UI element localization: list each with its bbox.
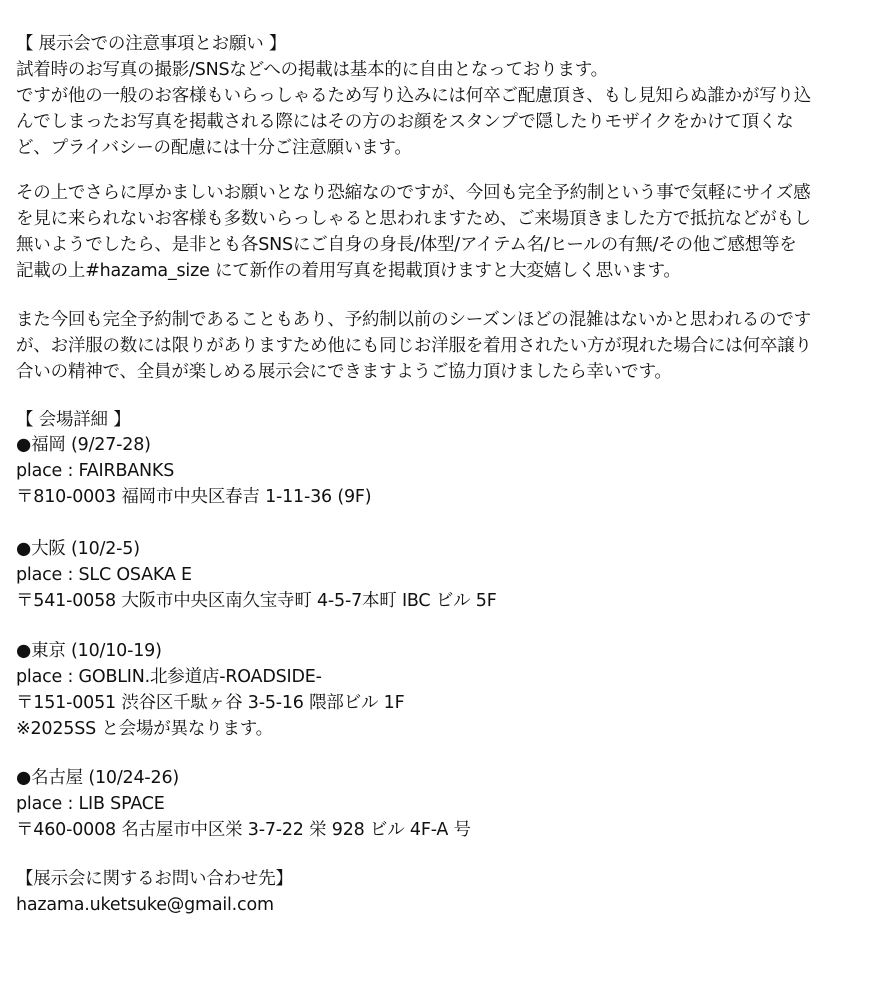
notes-p1-line-3: んでしまったお写真を掲載される際にはその方のお顔をスタンプで隠したりモザイクをかけて頂くな bbox=[16, 112, 794, 132]
notes-heading: 【 展示会での注意事項とお願い 】 bbox=[16, 34, 287, 54]
notes-p1-line-1: 試着時のお写真の撮影/SNSなどへの掲載は基本的に自由となっております。 bbox=[16, 60, 608, 80]
venue-nagoya bbox=[16, 765, 876, 843]
notes-p3-line-3: 合いの精神で、全員が楽しめる展示会にできますようご協力頂けましたら幸いです。 bbox=[16, 362, 672, 382]
notes-p3-line-2: が、お洋服の数には限りがありますため他にも同じお洋服を着用されたい方が現れた場合には何卒譲り bbox=[16, 336, 812, 356]
contact-heading: 【展示会に関するお問い合わせ先】 bbox=[16, 869, 293, 889]
notes-p3-line-1: また今回も完全予約制であることもあり、予約制以前のシーズンほどの混雑はないかと思われるのです bbox=[16, 310, 811, 330]
notes-p2-line-1: その上でさらに厚かましいお願いとなり恐縮なのですが、今回も完全予約制という事で気軽にサイズ感 bbox=[16, 183, 811, 203]
venue-place: place : FAIRBANKS bbox=[16, 461, 175, 481]
venue-place: place : SLC OSAKA E bbox=[16, 565, 192, 585]
venue-title: ●福岡 (9/27-28) bbox=[16, 435, 151, 455]
venue-osaka bbox=[16, 536, 876, 614]
venue-title: ●名古屋 (10/24-26) bbox=[16, 768, 180, 788]
notes-p2-line-4: 記載の上#hazama_size にて新作の着用写真を掲載頂けますと大変嬉しく思います。 bbox=[16, 261, 681, 281]
notes-section bbox=[16, 31, 876, 161]
notes-p1-line-4: ど、プライバシーの配慮には十分ご注意願います。 bbox=[16, 138, 412, 158]
notes-p1-line-2: ですが他の一般のお客様もいらっしゃるため写り込みには何卒ご配慮頂き、もし見知らぬ誰かが写り込 bbox=[16, 86, 812, 106]
venue-address: 〒151-0051 渋谷区千駄ヶ谷 3-5-16 隈部ビル 1F bbox=[16, 693, 405, 713]
venue-place: place : GOBLIN.北参道店-ROADSIDE- bbox=[16, 667, 322, 687]
venue-tokyo bbox=[16, 638, 876, 742]
notes-p2-line-3: 無いようでしたら、是非とも各SNSにご自身の身長/体型/アイテム名/ヒールの有無/その他ご感想等を bbox=[16, 235, 797, 255]
venue-place: place : LIB SPACE bbox=[16, 794, 165, 814]
venue-address: 〒810-0003 福岡市中央区春吉 1-11-36 (9F) bbox=[16, 487, 372, 507]
notes-paragraph-2 bbox=[16, 180, 876, 284]
notes-paragraph-3 bbox=[16, 307, 876, 385]
venue-note: ※2025SS と会場が異なります。 bbox=[16, 719, 273, 739]
venue-address: 〒460-0008 名古屋市中区栄 3-7-22 栄 928 ビル 4F-A 号 bbox=[16, 820, 471, 840]
venue-title: ●東京 (10/10-19) bbox=[16, 641, 162, 661]
venues-heading: 【 会場詳細 】 bbox=[16, 410, 131, 430]
notes-p2-line-2: を見に来られないお客様も多数いらっしゃると思われますため、ご来場頂きました方で抵抗などがもし bbox=[16, 209, 812, 229]
venue-title: ●大阪 (10/2-5) bbox=[16, 539, 140, 559]
venue-fukuoka bbox=[16, 432, 876, 510]
contact-section bbox=[16, 866, 876, 918]
venue-address: 〒541-0058 大阪市中央区南久宝寺町 4-5-7本町 IBC ビル 5F bbox=[16, 591, 497, 611]
venues-section bbox=[16, 407, 876, 433]
contact-email[interactable]: hazama.uketsuke@gmail.com bbox=[16, 895, 274, 915]
